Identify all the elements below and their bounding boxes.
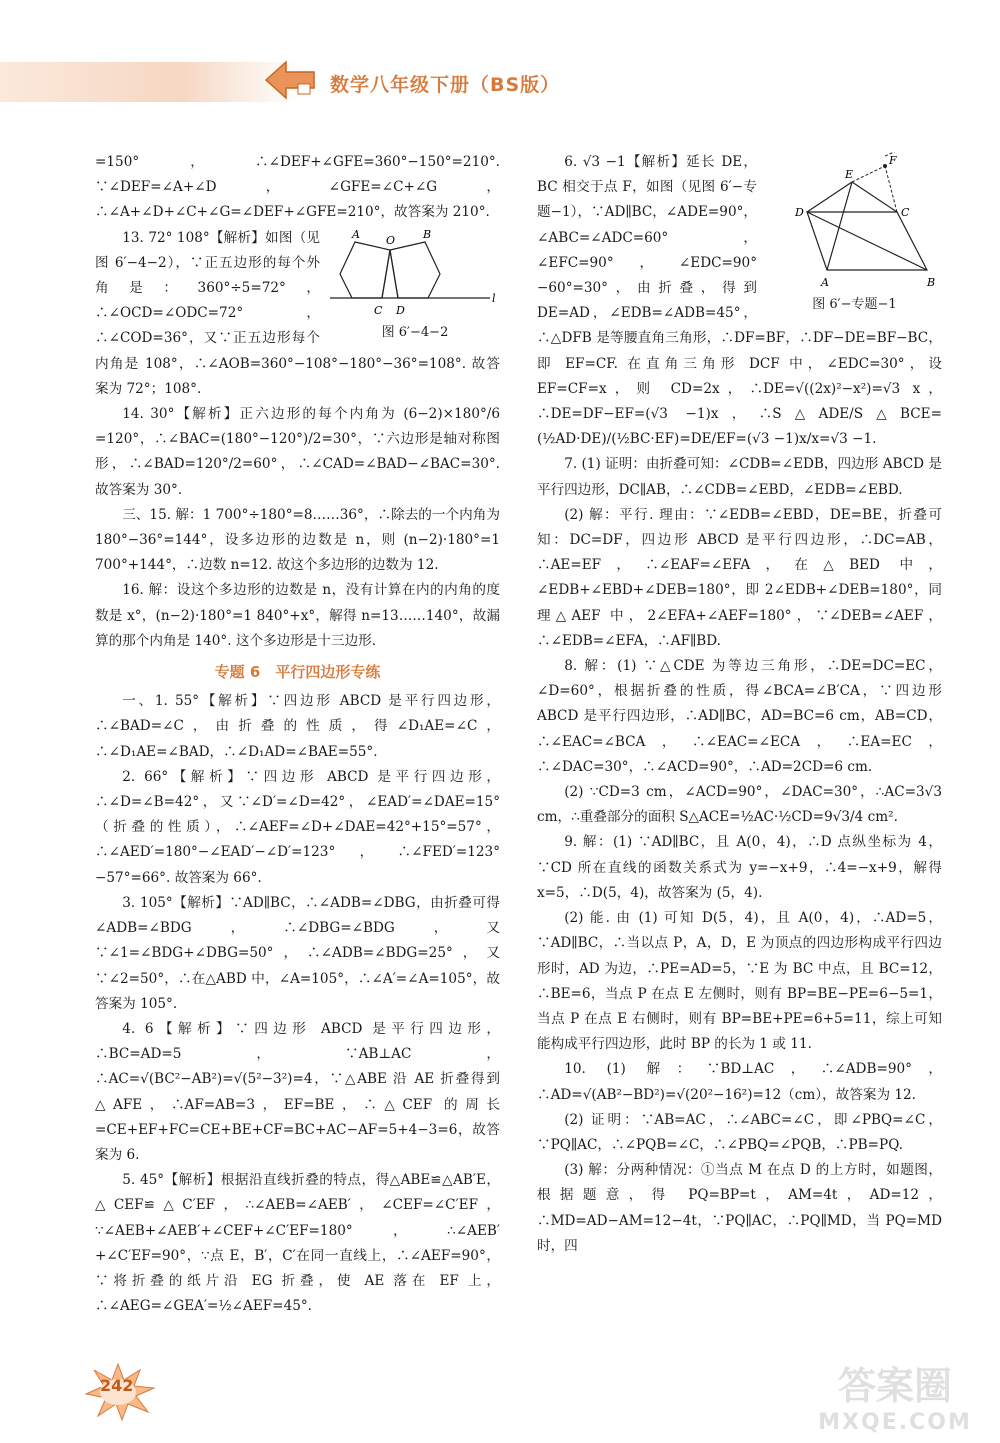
- paragraph-s-q1: 一、1. 55°【解析】∵四边形 ABCD 是平行四边形，∴∠BAD=∠C，由折叠的性质，得∠D₁AE=∠C，∴∠D₁AE=∠BAD，∴∠D₁AD=∠BAE=55°.: [95, 693, 500, 760]
- right-column: [537, 150, 942, 1259]
- paragraph-q15: 三、15. 解：1 700°÷180°=8……36°，∴除去的一个内角为 180°−36°=144°，设多边形的边数是 n，则 (n−2)·180°=1 700°+144°，∴边数 n=12. 故这个多边形的边数为 12.: [95, 506, 500, 574]
- page-header: [0, 0, 1000, 120]
- figure-special-1: [767, 152, 942, 317]
- header-band: [0, 62, 300, 102]
- paragraph-s-q7b: (2) 解：平行. 理由：∵∠EDB=∠EBD，DE=BE，折叠可知：DC=DF，四边形 ABCD 是平行四边形，∴DC=AB，∴AE=EF，∴∠EAF=∠EFA，在△BED 中，∠EDB+∠EBD+∠DEB=180°，即 2∠EDB+∠DEB=180°，同理△AEF 中，2∠EFA+∠AEF=180°，∵∠DEB=∠AEF，∴∠EDB=∠EFA，∴AF∥BD.: [537, 506, 942, 649]
- paragraph-s-q10a: 10. (1) 解：∵BD⊥AC，∴∠ADB=90°，∴AD=√(AB²−BD²)=√(20²−16²)=12（cm），故答案为 12.: [537, 1061, 942, 1103]
- paragraph-s-q8a: 8. 解：(1) ∵△CDE 为等边三角形，∴DE=DC=EC，∠D=60°，根据折叠的性质，得∠BCA=∠B′CA，∵四边形 ABCD 是平行四边形，∴AD∥BC，AD=BC=6 cm，AB=CD，∴∠EAC=∠BCA，∴∠EAC=∠ECA，∴EA=EC，∴∠DAC=30°，∴∠ACD=90°，∴AD=2CD=6 cm.: [537, 658, 942, 775]
- paragraph-s-q7a: 7. (1) 证明：由折叠可知：∠CDB=∠EDB，四边形 ABCD 是平行四边形，DC∥AB，∴∠CDB=∠EBD，∠EDB=∠EBD.: [537, 456, 942, 498]
- paragraph-s-q4: 4. 6【解析】∵四边形 ABCD 是平行四边形，∴BC=AD=5，∵AB⊥AC，∴AC=√(BC²−AB²)=√(5²−3²)=4，∵△ABE 沿 AE 折叠得到△AFE，∴AF=AB=3，EF=BE，∴△CEF 的周长=CE+EF+FC=CE+BE+CF=BC+AC−AF=5+4−3=6，故答案为 6.: [95, 1020, 500, 1163]
- label-c2: C: [901, 206, 910, 219]
- paragraph-q12-end: =150°，∴∠DEF+∠GFE=360°−150°=210°. ∵∠DEF=∠A+∠D，∠GFE=∠C+∠G，∴∠A+∠D+∠C+∠G=∠DEF+∠GFE=210°，故答案为 210°.: [95, 154, 500, 221]
- parallelogram-figure: [767, 152, 942, 292]
- label-o: O: [386, 233, 396, 247]
- watermark-url: MXQE.COM: [818, 1410, 972, 1435]
- paragraph-q14: 14. 30°【解析】正六边形的每个内角为 (6−2)×180°/6 =120°，∴∠BAC=(180°−120°)/2=30°，∵六边形是轴对称图形，∴∠BAD=120°/2=60°，∴∠CAD=∠BAD−∠BAC=30°. 故答案为 30°.: [95, 406, 500, 498]
- label-d: D: [396, 303, 405, 317]
- label-e: E: [845, 168, 854, 181]
- page-number-badge: [78, 1362, 158, 1422]
- label-a: A: [352, 227, 360, 241]
- label-f: F: [889, 154, 897, 167]
- label-d2: D: [795, 206, 804, 219]
- paragraph-s-q8b: (2) ∵CD=3 cm，∠ACD=90°，∠DAC=30°，∴AC=3√3 cm，∴重叠部分的面积 S△ACE=½AC·½CD=9√3/4 cm².: [537, 784, 942, 826]
- label-c: C: [374, 303, 383, 317]
- paragraph-s-q10c: (3) 解：分两种情况：①当点 M 在点 D 的上方时，如题图，根据题意，得 PQ=BP=t，AM=4t，AD=12，∴MD=AD−AM=12−4t，∵PQ∥AC，∴PQ∥MD，当 PQ=MD 时，四: [537, 1162, 942, 1254]
- paragraph-s-q6: 6. √3 −1【解析】延长 DE，BC 相交于点 F，如图（见图 6′−专题−1），∵AD∥BC，∠ADE=90°，∠ABC=∠ADC=60°，∠EFC=90°，∠EDC=90°−60°=30°，由折叠，得到 DE=AD，∠EDB=∠ADB=45°，∴△DFB 是等腰直角三角形，∴DF=BF，∴DF−DE=BF−BC，即 EF=CF. 在直角三角形 DCF 中，∠EDC=30°，设 EF=CF=x，则 CD=2x，∴DE=√((2x)²−x²)=√3 x，∴DE=DF−EF=(√3 −1)x，∴S△ADE/S△BCE=(½AD·DE)/(½BC·EF)=DE/EF=(√3 −1)x/x=√3 −1.: [537, 154, 942, 448]
- watermark: [800, 1355, 990, 1440]
- figure-caption: 图 6′−4−2: [381, 324, 449, 340]
- book-title: 数学八年级下册（BS版）: [330, 74, 561, 96]
- section-title: 专题 6 平行四边形专练: [214, 663, 381, 682]
- paragraph-s-q10b: (2) 证明：∵AB=AC，∴∠ABC=∠C，即∠PBQ=∠C，∵PQ∥AC，∴∠PQB=∠C，∴∠PBQ=∠PQB，∴PB=PQ.: [537, 1111, 942, 1153]
- paragraph-s-q2: 2. 66°【解析】∵四边形 ABCD 是平行四边形，∴∠D=∠B=42°，又∵∠D′=∠D=42°，∠EAD′=∠DAE=15°（折叠的性质），∴∠AEF=∠D+∠DAE=42°+15°=57°，∴∠AED′=180°−∠EAD′−∠D′=123°，∴∠FED′=123°−57°=66°. 故答案为 66°.: [95, 768, 500, 886]
- paragraph-q16: 16. 解：设这个多边形的边数是 n，没有计算在内的内角的度数是 x°，(n−2)·180°=1 840°+x°，解得 n=13……140°，故漏算的那个内角是 140°. 这个多边形是十三边形.: [95, 582, 500, 649]
- pentagon-figure: [330, 228, 500, 320]
- label-b2: B: [927, 276, 936, 289]
- label-a2: A: [821, 276, 829, 289]
- paragraph-s-q9b: (2) 能. 由 (1) 可知 D(5，4)，且 A(0，4)，∴AD=5，∵AD∥BC，∴当以点 P，A，D，E 为顶点的四边形构成平行四边形时，AD 为边，∴PE=AD=5，∵E 为 BC 中点，且 BC=12，∴BE=6，当点 P 在点 E 左侧时，则有 BP=BE−PE=6−5=1，当点 P 在点 E 右侧时，则有 BP=BE+PE=6+5=11，综上可知能构成平行四边形，此时 BP 的长为 1 或 11.: [537, 910, 942, 1053]
- left-column: [95, 150, 500, 1319]
- paragraph-s-q3: 3. 105°【解析】∵AD∥BC，∴∠ADB=∠DBG，由折叠可得∠ADB=∠BDG，∴∠DBG=∠BDG，又∵∠1=∠BDG+∠DBG=50°，∴∠ADB=∠BDG=25°，又∵∠2=50°，∴在△ABD 中，∠A=105°，∴∠A′=∠A=105°，故答案为 105°.: [95, 894, 500, 1012]
- label-l: l: [492, 291, 496, 305]
- label-b: B: [423, 227, 432, 241]
- page-number: 242: [100, 1376, 134, 1395]
- paragraph-s-q9a: 9. 解：(1) ∵AD∥BC，且 A(0，4)，∴D 点纵坐标为 4，∵CD 所在直线的函数关系式为 y=−x+9，∴4=−x+9，解得 x=5，∴D(5，4)，故答案为 (5，4).: [537, 834, 942, 901]
- arrow-icon: [262, 58, 318, 102]
- paragraph-s-q5: 5. 45°【解析】根据沿直线折叠的特点，得△ABE≌△AB′E，△CEF≌△C′EF，∴∠AEB=∠AEB′，∠CEF=∠C′EF，∵∠AEB+∠AEB′+∠CEF+∠C′EF=180°，∴∠AEB′+∠C′EF=90°，∵点 E，B′，C′在同一直线上，∴∠AEF=90°，∵将折叠的纸片沿 EG 折叠，使 AE 落在 EF 上，∴∠AEG=∠GEA′=½∠AEF=45°.: [95, 1172, 500, 1315]
- figure-6-4-2: [330, 228, 500, 345]
- paragraph-q13: 13. 72° 108°【解析】如图（见图 6′−4−2），∵正五边形的每个外角是：360°÷5=72°，∴∠OCD=∠ODC=72°，∴∠COD=36°，又∵正五边形每个内角是 108°，∴∠AOB=360°−108°−180°−36°=108°. 故答案为 72°；108°.: [95, 229, 500, 397]
- figure-caption-2: 图 6′−专题−1: [812, 297, 897, 312]
- watermark-cn: 答案圈: [837, 1363, 952, 1408]
